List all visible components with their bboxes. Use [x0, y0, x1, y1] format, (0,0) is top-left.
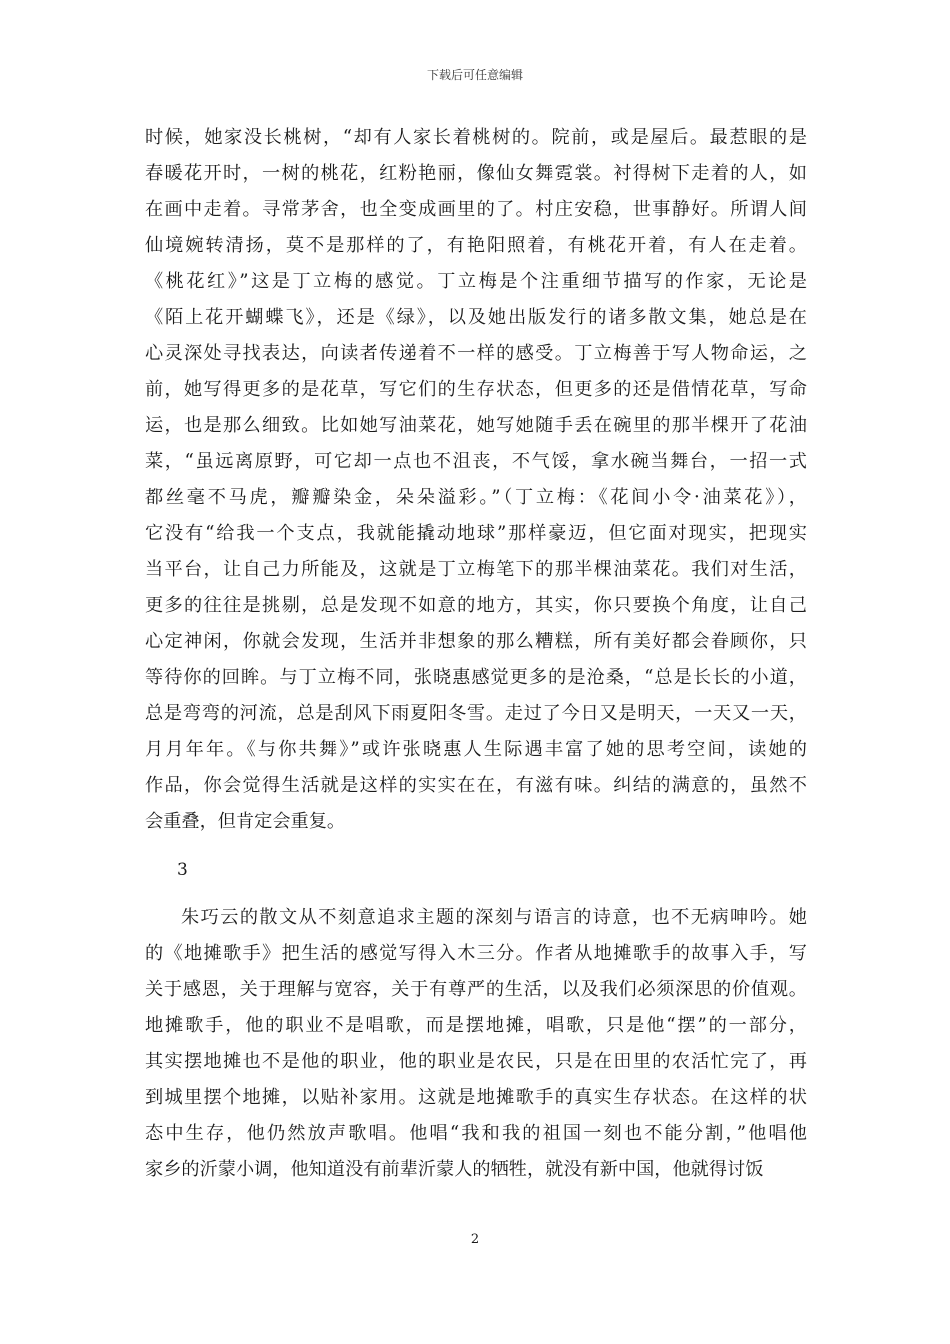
text-line: 朱巧云的散文从不刻意追求主题的深刻与语言的诗意，也不无病呻吟。她	[181, 907, 807, 928]
text-line: 在画中走着。寻常茅舍，也全变成画里的了。村庄安稳，世事静好。所谓人间	[145, 199, 807, 220]
text-line: 态中生存，他仍然放声歌唱。他唱“我和我的祖国一刻也不能分割，”他唱他	[145, 1123, 807, 1144]
section-number: 3	[177, 860, 188, 880]
text-line: 仙境婉转清扬，莫不是那样的了，有艳阳照着，有桃花开着，有人在走着。	[145, 235, 807, 256]
text-line: 的《地摊歌手》把生活的感觉写得入木三分。作者从地摊歌手的故事入手，写	[145, 943, 807, 964]
text-line: 心定神闲，你就会发现，生活并非想象的那么糟糕，所有美好都会眷顾你，只	[145, 631, 807, 652]
text-line: 会重叠，但肯定会重复。	[145, 811, 346, 832]
paragraph-gap	[145, 888, 807, 900]
text-line: 菜，“虽远离原野，可它却一点也不沮丧，不气馁，拿水碗当舞台，一招一式	[145, 451, 807, 472]
text-line: 时候，她家没长桃树，“却有人家长着桃树的。院前，或是屋后。最惹眼的是	[145, 127, 807, 148]
text-line: 它没有“给我一个支点，我就能撬动地球”那样豪迈，但它面对现实，把现实	[145, 523, 807, 544]
text-line: 春暖花开时，一树的桃花，红粉艳丽，像仙女舞霓裳。衬得树下走着的人，如	[145, 163, 807, 184]
paragraph-2	[145, 900, 807, 1188]
text-line: 《陌上花开蝴蝶飞》，还是《绿》，以及她出版发行的诸多散文集，她总是在	[145, 307, 807, 328]
text-line: 运，也是那么细致。比如她写油菜花，她写她随手丢在碗里的那半棵开了花油	[145, 415, 807, 436]
text-line: 其实摆地摊也不是他的职业，他的职业是农民，只是在田里的农活忙完了，再	[145, 1051, 807, 1072]
text-line: 《桃花红》”这是丁立梅的感觉。丁立梅是个注重细节描写的作家，无论是	[145, 271, 807, 292]
text-line: 当平台，让自己力所能及，这就是丁立梅笔下的那半棵油菜花。我们对生活，	[145, 559, 807, 580]
text-line: 心灵深处寻找表达，向读者传递着不一样的感受。丁立梅善于写人物命运，之	[145, 343, 807, 364]
text-line: 更多的往往是挑剔，总是发现不如意的地方，其实，你只要换个角度，让自己	[145, 595, 807, 616]
text-line: 家乡的沂蒙小调，他知道没有前辈沂蒙人的牺牲，就没有新中国，他就得讨饭	[145, 1159, 764, 1180]
page-number: 2	[470, 1232, 480, 1247]
text-line: 关于感恩，关于理解与宽容，关于有尊严的生活，以及我们必须深思的价值观。	[145, 979, 807, 1000]
text-line: 地摊歌手，他的职业不是唱歌，而是摆地摊，唱歌，只是他“摆”的一部分，	[145, 1015, 807, 1036]
text-line: 总是弯弯的河流，总是刮风下雨夏阳冬雪。走过了今日又是明天，一天又一天，	[145, 703, 807, 724]
page-header: 下载后可任意编辑	[426, 68, 523, 82]
text-line: 作品，你会觉得生活就是这样的实实在在，有滋有味。纠结的满意的，虽然不	[145, 775, 807, 796]
document-body	[145, 120, 807, 1188]
text-line: 到城里摆个地摊，以贴补家用。这就是地摊歌手的真实生存状态。在这样的状	[145, 1087, 807, 1108]
text-line: 前，她写得更多的是花草，写它们的生存状态，但更多的还是借情花草，写命	[145, 379, 807, 400]
paragraph-gap	[145, 840, 807, 852]
text-line: 等待你的回眸。与丁立梅不同，张晓惠感觉更多的是沧桑，“总是长长的小道，	[145, 667, 807, 688]
paragraph-1	[145, 120, 807, 840]
text-line: 都丝毫不马虎，瓣瓣染金，朵朵溢彩。”（丁立梅：《花间小令·油菜花》），	[145, 487, 807, 508]
text-line: 月月年年。《与你共舞》”或许张晓惠人生际遇丰富了她的思考空间，读她的	[145, 739, 807, 760]
